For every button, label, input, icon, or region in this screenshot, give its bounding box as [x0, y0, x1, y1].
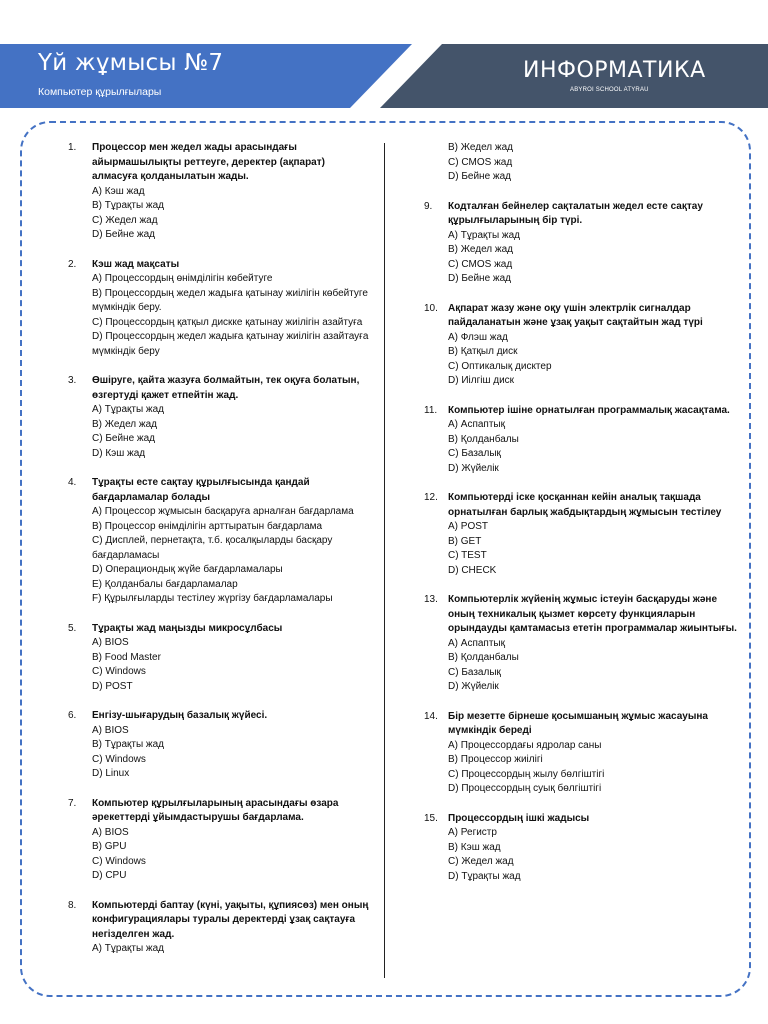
answer-option: B) Food Master [92, 651, 161, 663]
question-item [68, 899, 373, 957]
answer-option: D) Жүйелік [448, 462, 499, 474]
question-text: Компьютерді іске қосқаннан кейін аналық тақшада орнатылған барлық жабдықтардың жұмысын тестілеу [448, 492, 722, 518]
answer-option: B) Процессор өнімділігін арттыратын бағдарлама [92, 520, 323, 532]
answer-options [68, 403, 373, 461]
answer-option: D) Тұрақты жад [448, 870, 521, 882]
question-number: 3. [68, 375, 77, 386]
answer-option: A) BIOS [92, 637, 129, 648]
answer-option: B) Қолданбалы [448, 433, 519, 445]
answer-options [68, 826, 373, 884]
question-text: Кэш жад мақсаты [92, 258, 180, 270]
answer-option: B) Жедел жад [92, 418, 157, 430]
question-number: 2. [68, 258, 77, 270]
answer-options [424, 520, 744, 578]
question-8-continuation [424, 141, 744, 185]
answer-options [68, 505, 373, 607]
left-question-column [68, 141, 373, 972]
question-text: Компьютер құрылғыларының арасындағы өзара әрекеттерді ұйымдастырушы бағдарлама. [92, 797, 339, 823]
answer-options [68, 272, 373, 359]
answer-option: A) Процессордағы ядролар саны [448, 739, 602, 751]
answer-option: C) Процессордың қатқыл дискке қатынау жиілігін азайтуға [92, 316, 363, 328]
answer-option: D) POST [92, 680, 133, 692]
question-number: 14. [424, 710, 438, 722]
question-item [68, 476, 373, 607]
question-header [424, 593, 744, 637]
question-number: 1. [68, 142, 77, 153]
question-item [68, 374, 373, 461]
question-number: 12. [424, 492, 438, 503]
question-item [424, 593, 744, 695]
answer-option: B) Процессор жиілігі [448, 754, 543, 765]
question-text: Бір мезетте бірнеше қосымшаның жұмыс жасауына мүмкіндік береді [448, 710, 708, 736]
question-number: 4. [68, 477, 77, 488]
question-header [424, 302, 744, 331]
answer-option: A) Кэш жад [92, 185, 145, 197]
answer-option: B) Тұрақты жад [92, 739, 165, 750]
answer-option: A) Процессор жұмысын басқаруға арналған бағдарлама [92, 506, 354, 517]
answer-option: D) Процессордың жедел жадыға қатынау жиілігін азайтауға мүмкіндік беру [92, 331, 369, 357]
question-item [68, 622, 373, 695]
question-text: Процессордың ішкі жадысы [448, 812, 590, 824]
question-header [68, 374, 373, 403]
answer-options [424, 331, 744, 389]
answer-option: A) BIOS [92, 826, 129, 838]
column-divider [384, 143, 385, 978]
question-text: Компьютерлік жүйенің жұмыс істеуін басқаруды және оның техникалық қызмет көрсету функцияларын орындауды қамтамасыз ететін программалар жиынтығы. [448, 594, 737, 634]
answer-option: B) Жедел жад [448, 142, 513, 153]
question-text: Процессор мен жедел жады арасындағы айырмашылықты реттеуге, деректер (ақпарат) алмасуға қолданылатын жады. [92, 142, 325, 182]
question-header [68, 797, 373, 826]
answer-option: A) BIOS [92, 724, 129, 736]
question-item [424, 404, 744, 477]
answer-option: E) Қолданбалы бағдарламалар [92, 578, 238, 590]
homework-title: Үй жұмысы №7 [38, 50, 224, 76]
answer-options [424, 637, 744, 695]
question-number: 6. [68, 710, 77, 721]
question-header [424, 200, 744, 229]
question-text: Тұрақты есте сақтау құрылғысында қандай бағдарламалар болады [92, 477, 310, 503]
question-header [68, 899, 373, 943]
question-item [424, 302, 744, 389]
answer-options [68, 942, 373, 957]
question-item [424, 710, 744, 797]
answer-options [424, 418, 744, 476]
answer-option: F) Құрылғыларды тестілеу жүргізу бағдарламалары [92, 593, 333, 604]
answer-option: C) Процессордың жылу бөлгіштігі [448, 768, 605, 780]
question-header [424, 812, 744, 827]
answer-option: C) TEST [448, 550, 487, 561]
question-number: 5. [68, 622, 77, 634]
answer-option: D) Бейне жад [448, 171, 511, 182]
answer-option: A) Процессордың өнімділігін көбейтуге [92, 273, 273, 284]
answer-option: D) Иілгіш диск [448, 375, 515, 386]
subject-title: ИНФОРМАТИКА [523, 58, 706, 83]
question-item [68, 141, 373, 243]
answer-options [424, 739, 744, 797]
answer-option: D) Бейне жад [92, 229, 155, 240]
question-text: Ақпарат жазу және оқу үшін электрлік сигналдар пайдаланатын және ұзақ уақыт сақтайтын жад түрі [448, 302, 703, 328]
question-header [68, 141, 373, 185]
question-item [68, 258, 373, 360]
answer-option: B) Тұрақты жад [92, 200, 165, 211]
question-number: 11. [424, 404, 438, 416]
answer-option: C) Базалық [448, 666, 501, 678]
answer-option: B) Кэш жад [448, 841, 501, 853]
question-header [68, 476, 373, 505]
question-text: Компьютер ішіне орнатылған программалық жасақтама. [448, 404, 730, 416]
question-header [424, 491, 744, 520]
answer-option: D) Операциондық жүйе бағдарламалары [92, 564, 283, 575]
answer-option: D) Жүйелік [448, 681, 499, 692]
question-text: Енгізу-шығарудың базалық жүйесі. [92, 710, 268, 721]
answer-option: A) POST [448, 521, 489, 532]
answer-options [424, 826, 744, 884]
answer-option: D) Процессордың суық бөлгіштігі [448, 783, 602, 794]
question-header [68, 622, 373, 637]
answer-option: C) Жедел жад [448, 856, 514, 867]
question-header [424, 404, 744, 419]
answer-option: D) CPU [92, 870, 127, 881]
question-text: Компьютерді баптау (күні, уақыты, құпиясөз) мен оның конфигурациялары туралы деректерді ұзақ сақтауға негізделген жад. [92, 899, 369, 940]
answer-option: B) Қатқыл диск [448, 346, 518, 357]
answer-option: D) Бейне жад [448, 273, 511, 284]
question-number: 10. [424, 302, 438, 314]
question-number: 13. [424, 594, 438, 605]
right-question-column [424, 141, 744, 899]
answer-option: C) CMOS жад [448, 156, 513, 168]
answer-option: A) Аспаптық [448, 419, 505, 430]
answer-option: A) Тұрақты жад [448, 229, 521, 241]
answer-option: B) Процессордың жедел жадыға қатынау жиілігін көбейтуге мүмкіндік беру. [92, 287, 368, 313]
answer-options [424, 229, 744, 287]
question-number: 9. [424, 200, 433, 212]
answer-option: A) Тұрақты жад [92, 404, 165, 415]
answer-option: D) Linux [92, 768, 130, 779]
answer-option: C) Windows [92, 855, 146, 867]
answer-option: A) Аспаптық [448, 637, 505, 649]
answer-option: C) Жедел жад [92, 214, 158, 226]
answer-option: D) CHECK [448, 564, 497, 576]
answer-option: B) Жедел жад [448, 244, 513, 255]
question-number: 15. [424, 812, 438, 824]
answer-option: C) CMOS жад [448, 258, 513, 270]
homework-subtitle: Компьютер құрылғылары [38, 86, 162, 98]
answer-option: A) Тұрақты жад [92, 943, 165, 954]
school-name: ABYROI SCHOOL ATYRAU [570, 87, 649, 93]
answer-option: C) Windows [92, 666, 146, 677]
question-text: Кодталған бейнелер сақталатын жедел есте сақтау құрылғыларының бір түрі. [448, 200, 703, 226]
answer-option: A) Регистр [448, 827, 497, 838]
question-item [424, 812, 744, 885]
question-header [424, 710, 744, 739]
question-header [68, 709, 373, 724]
answer-options [68, 724, 373, 782]
question-item [424, 200, 744, 287]
right-question-list [424, 200, 744, 885]
answer-option: D) Кэш жад [92, 447, 146, 459]
answer-option: A) Флэш жад [448, 331, 508, 343]
answer-option: C) Базалық [448, 448, 501, 459]
answer-option: C) Дисплей, пернетақта, т.б. қосалқыларды басқару бағдарламасы [92, 535, 333, 561]
question-item [68, 709, 373, 782]
answer-option: C) Оптикалық дисктер [448, 360, 552, 372]
answer-option: B) GET [448, 535, 482, 547]
question-number: 8. [68, 899, 77, 911]
question-text: Өшіруге, қайта жазуға болмайтын, тек оқуға болатын, өзгертуді қажет етпейтін жад. [92, 375, 360, 401]
answer-options [68, 636, 373, 694]
answer-option: C) Windows [92, 753, 146, 765]
answer-options [68, 185, 373, 243]
question-header [68, 258, 373, 273]
question-item [424, 491, 744, 578]
question-number: 7. [68, 797, 77, 809]
answer-option: B) Қолданбалы [448, 652, 519, 663]
answer-option: B) GPU [92, 841, 127, 852]
question-item [68, 797, 373, 884]
question-text: Тұрақты жад маңызды микросұлбасы [92, 622, 283, 634]
answer-option: C) Бейне жад [92, 433, 155, 444]
